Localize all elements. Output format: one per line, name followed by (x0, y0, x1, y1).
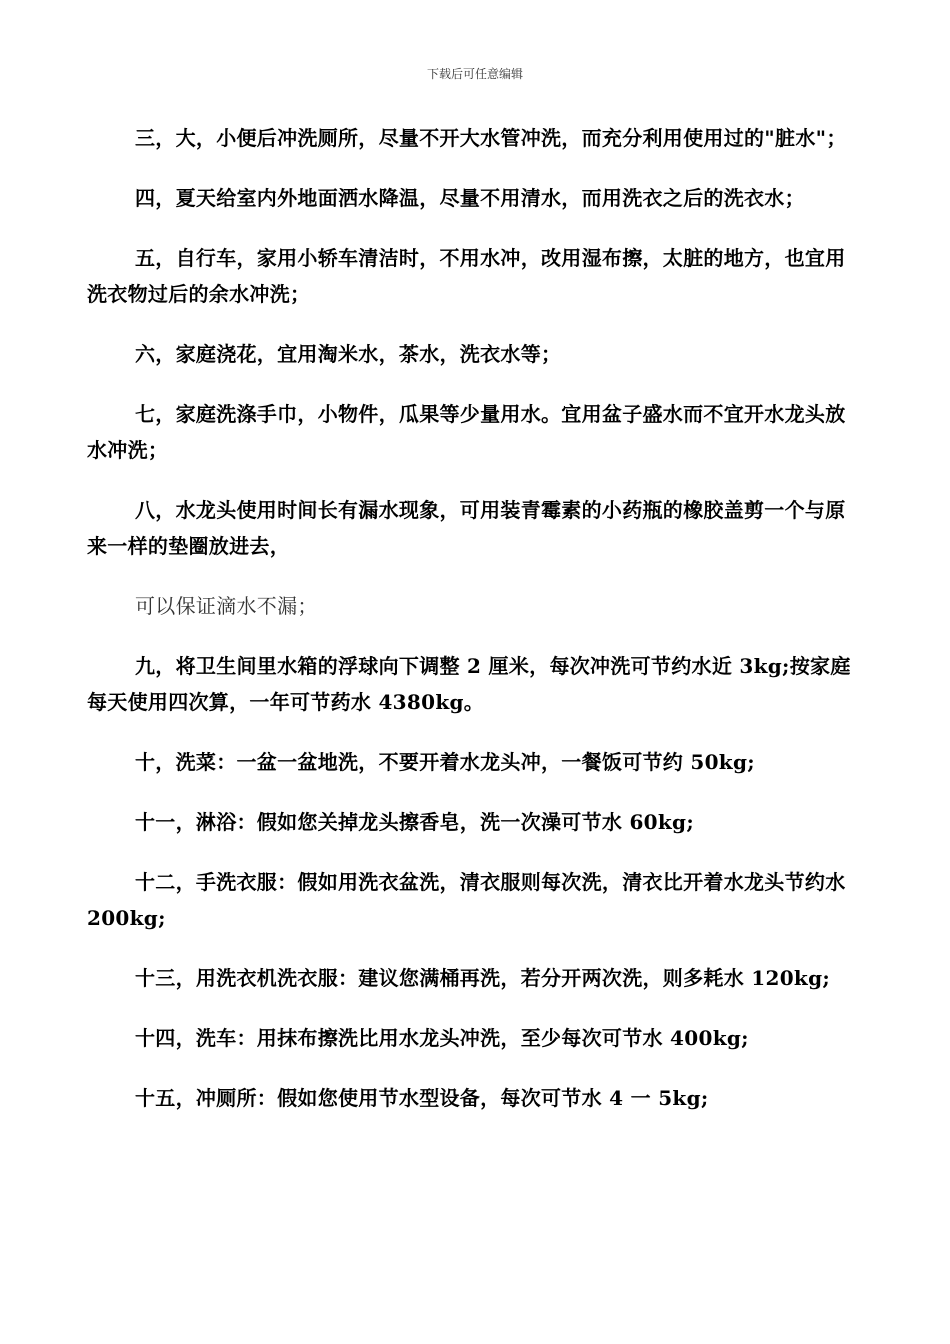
paragraph-6: 六，家庭浇花，宜用淘米水，茶水，洗衣水等； (135, 342, 562, 366)
paragraph-5: 五，自行车，家用小轿车清洁时，不用水冲，改用湿布擦，太脏的地方，也宜用洗衣物过后的余水冲洗； (87, 246, 846, 306)
paragraph-8: 八，水龙头使用时间长有漏水现象，可用装青霉素的小药瓶的橡胶盖剪一个与原来一样的垫圈放进去， (87, 498, 846, 558)
paragraph-8-continued: 可以保证滴水不漏； (135, 594, 318, 618)
paragraph-3: 三，大，小便后冲洗厕所，尽量不开大水管冲洗，而充分利用使用过的"脏水"； (135, 126, 847, 150)
paragraph-15: 十五，冲厕所：假如您使用节水型设备，每次可节水 4 一 5kg; (135, 1086, 709, 1110)
page-header: 下载后可任意编辑 (426, 67, 523, 81)
paragraph-14: 十四，洗车：用抹布擦洗比用水龙头冲洗，至少每次可节水 400kg; (135, 1026, 749, 1050)
paragraph-9: 九，将卫生间里水箱的浮球向下调整 2 厘米，每次冲洗可节约水近 3kg;按家庭每天使用四次算，一年可节药水 4380kg。 (87, 654, 851, 714)
document-body (87, 120, 863, 1140)
paragraph-10: 十，洗菜：一盆一盆地洗，不要开着水龙头冲，一餐饭可节约 50kg; (135, 750, 755, 774)
paragraph-11: 十一，淋浴：假如您关掉龙头擦香皂，洗一次澡可节水 60kg; (135, 810, 695, 834)
paragraph-13: 十三，用洗衣机洗衣服：建议您满桶再洗，若分开两次洗，则多耗水 120kg; (135, 966, 831, 990)
paragraph-7: 七，家庭洗涤手巾，小物件，瓜果等少量用水。宜用盆子盛水而不宜开水龙头放水冲洗； (87, 402, 846, 462)
paragraph-12: 十二，手洗衣服：假如用洗衣盆洗，清衣服则每次洗，清衣比开着水龙头节约水 200kg; (87, 870, 846, 930)
paragraph-4: 四，夏天给室内外地面洒水降温，尽量不用清水，而用洗衣之后的洗衣水； (135, 186, 805, 210)
